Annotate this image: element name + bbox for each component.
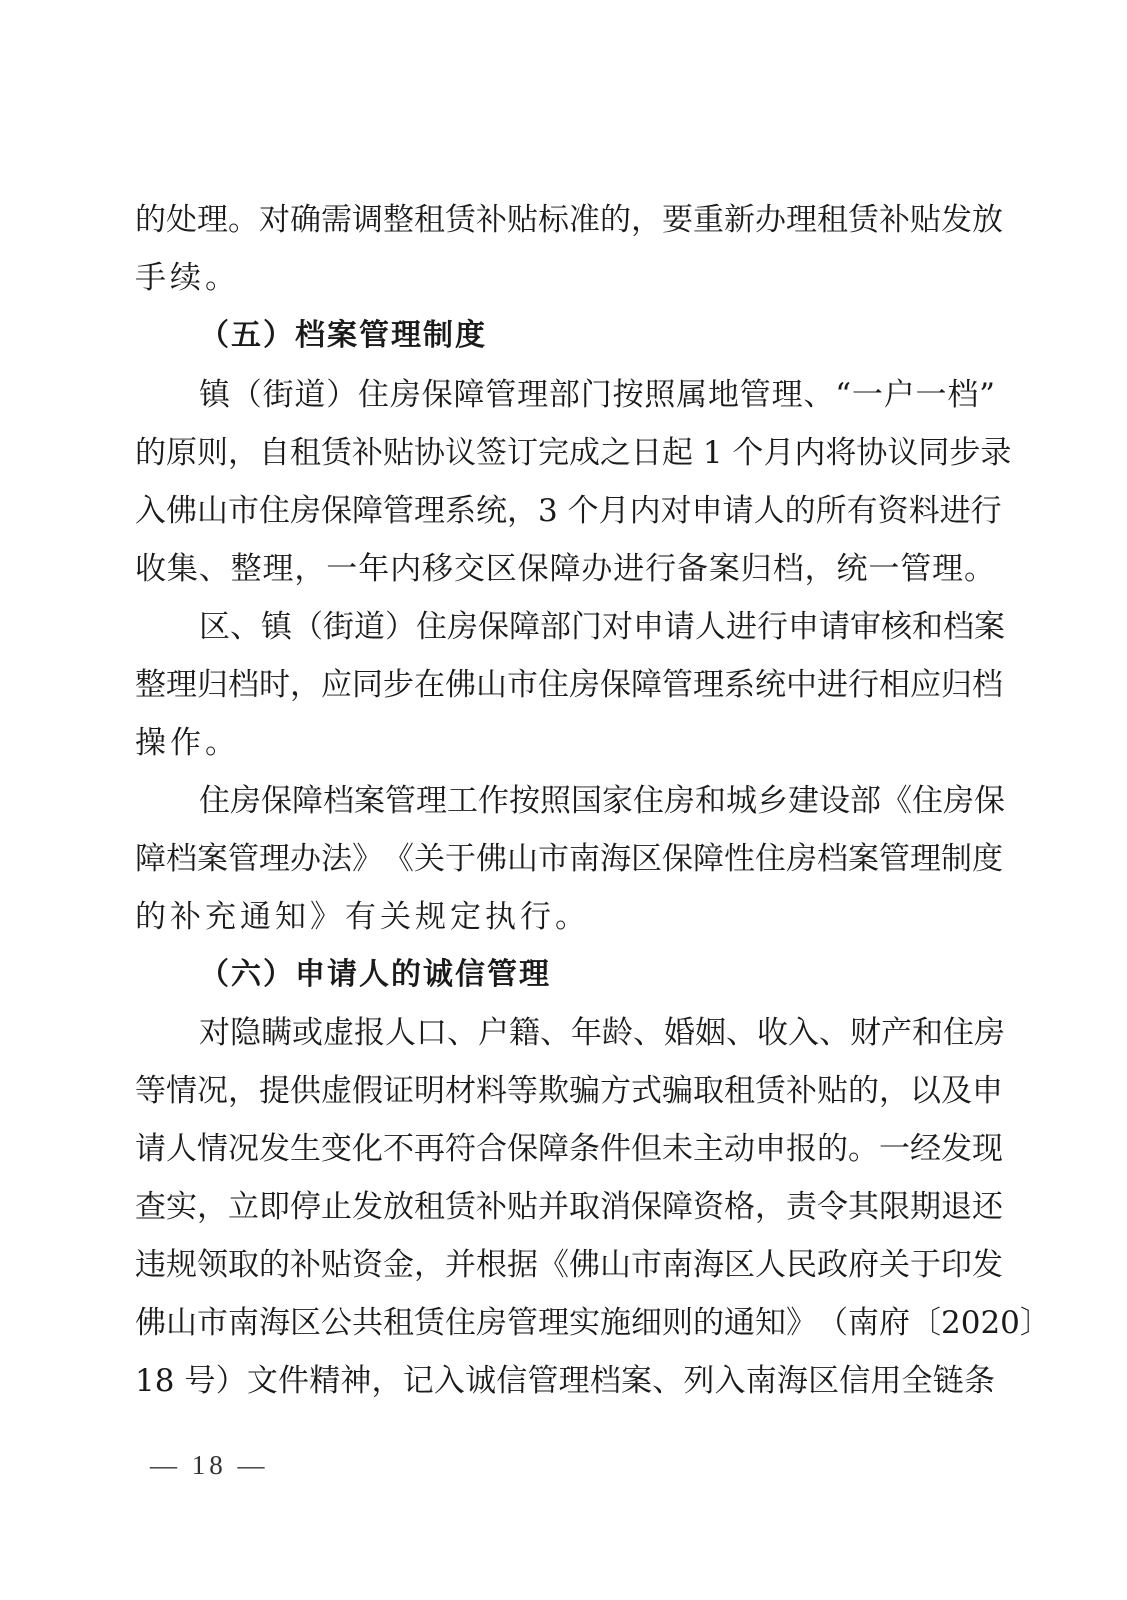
body-line: 操作。 <box>135 725 240 761</box>
paragraph-first-line: 对​隐​瞒​或​虚​报​人​口​、​户​籍​、​年​龄​、​婚​姻​、​收​入​、​财​产​和​住​房 <box>199 1015 1005 1051</box>
body-line: 佛​山​市​南​海​区​公​共​租​赁​住​房​管​理​实​施​细​则​的​通​知​》​（​南​府​〔​2​0​2​0​〕 <box>135 1305 1051 1341</box>
body-line: 的​处​理​。​对​确​需​调​整​租​赁​补​贴​标​准​的​，​要​重​新​办​理​租​赁​补​贴​发​放 <box>135 202 1003 238</box>
body-line: 的补充通知》有关规定执行。 <box>135 899 590 935</box>
body-line: 的​原​则​，​自​租​赁​补​贴​协​议​签​订​完​成​之​日​起​ ​1​ ​个​月​内​将​协​议​同​步​录 <box>135 435 1012 471</box>
body-line: 手续。 <box>135 260 240 296</box>
section-heading: （五）档案管理制度 <box>199 318 487 353</box>
body-line: 1​8​ ​号​）​文​件​精​神​，​记​入​诚​信​管​理​档​案​、​列​入​南​海​区​信​用​全​链​条 <box>135 1363 995 1399</box>
body-line: 请​人​情​况​发​生​变​化​不​再​符​合​保​障​条​件​但​未​主​动​申​报​的​。​一​经​发​现 <box>135 1131 1003 1167</box>
section-heading: （六）申请人的诚信管理 <box>199 957 551 992</box>
body-line: 等​情​况​，​提​供​虚​假​证​明​材​料​等​欺​骗​方​式​骗​取​租​赁​补​贴​的​，​以​及​申 <box>135 1073 1003 1109</box>
page-number: — 18 — <box>150 1450 269 1480</box>
body-line: 收​集​、​整​理​，​一​年​内​移​交​区​保​障​办​进​行​备​案​归​档​，​统​一​管​理​。 <box>135 551 995 587</box>
paragraph-first-line: 区​、​镇​（​街​道​）​住​房​保​障​部​门​对​申​请​人​进​行​申​请​审​核​和​档​案 <box>199 609 1005 645</box>
paragraph-first-line: 住​房​保​障​档​案​管​理​工​作​按​照​国​家​住​房​和​城​乡​建​设​部​《​住​房​保 <box>199 783 1005 819</box>
body-line: 入​佛​山​市​住​房​保​障​管​理​系​统​，​3​ ​个​月​内​对​申​请​人​的​所​有​资​料​进​行 <box>135 493 1002 529</box>
body-line: 整​理​归​档​时​，​应​同​步​在​佛​山​市​住​房​保​障​管​理​系​统​中​进​行​相​应​归​档 <box>135 667 1003 703</box>
body-line: 查​实​，​立​即​停​止​发​放​租​赁​补​贴​并​取​消​保​障​资​格​，​责​令​其​限​期​退​还 <box>135 1189 1003 1225</box>
paragraph-first-line: 镇​（​街​道​）​住​房​保​障​管​理​部​门​按​照​属​地​管​理​、​“​一​户​一​档​” <box>199 377 995 413</box>
body-line: 障​档​案​管​理​办​法​》​《​关​于​佛​山​市​南​海​区​保​障​性​住​房​档​案​管​理​制​度 <box>135 841 1003 877</box>
body-line: 违​规​领​取​的​补​贴​资​金​，​并​根​据​《​佛​山​市​南​海​区​人​民​政​府​关​于​印​发 <box>135 1247 1003 1283</box>
